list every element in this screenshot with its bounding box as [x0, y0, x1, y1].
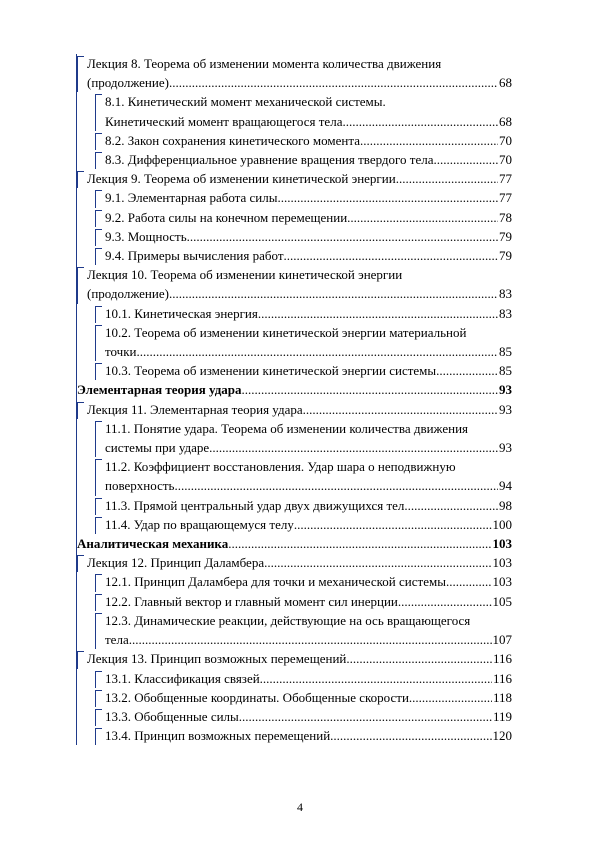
- toc-page-number: 100: [492, 516, 512, 532]
- toc-subsection[interactable]: [77, 669, 512, 688]
- toc-leader-dots: [277, 188, 498, 207]
- toc-subsection[interactable]: [77, 304, 512, 323]
- toc-entry-text: 11.2. Коэффициент восстановления. Удар шара о неподвижную: [105, 459, 456, 475]
- toc-subsection[interactable]: [77, 496, 512, 515]
- toc-subsection[interactable]: [77, 515, 512, 534]
- toc-entry-text: 10.2. Теорема об изменении кинетической энергии материальной: [105, 324, 467, 340]
- toc-page-number: 77: [499, 171, 512, 187]
- toc-page-number: 116: [492, 670, 512, 686]
- toc-lecture[interactable]: [77, 54, 512, 92]
- toc-entry-text: 10.1. Кинетическая энергия: [105, 305, 258, 321]
- toc-page-number: 83: [499, 286, 512, 302]
- toc-leader-dots: [294, 515, 492, 534]
- toc-bracket: [95, 306, 102, 323]
- toc-lecture[interactable]: [77, 169, 512, 188]
- toc-bracket: [77, 56, 84, 92]
- toc-entry-text: поверхность: [105, 478, 175, 494]
- toc-page-number: 70: [499, 152, 512, 168]
- toc-leader-dots: [169, 73, 498, 92]
- toc-entry-text: 11.3. Прямой центральный удар двух движущихся тел: [105, 497, 405, 513]
- toc-entry-text: Лекция 13. Принцип возможных перемещений: [87, 651, 347, 667]
- toc-subsection[interactable]: [77, 323, 512, 361]
- toc-entry-text: Лекция 9. Теорема об изменении кинетической энергии: [87, 171, 396, 187]
- toc-bracket: [77, 651, 84, 668]
- toc-leader-dots: [398, 592, 492, 611]
- toc-leader-dots: [436, 361, 498, 380]
- toc-entry-text: Кинетический момент вращающегося тела: [105, 113, 343, 129]
- toc-bracket: [95, 421, 102, 457]
- toc-entry-text: (продолжение): [87, 286, 169, 302]
- page-number: 4: [297, 800, 303, 814]
- toc-leader-dots: [264, 553, 491, 572]
- toc-leader-dots: [129, 630, 492, 649]
- toc-leader-dots: [228, 534, 491, 553]
- toc-leader-dots: [347, 208, 498, 227]
- toc-leader-dots: [404, 496, 498, 515]
- toc-page-number: 103: [492, 574, 512, 590]
- toc-entry-text: Лекция 12. Принцип Даламбера: [87, 555, 265, 571]
- toc-subsection[interactable]: [77, 131, 512, 150]
- toc-page-number: 79: [499, 248, 512, 264]
- toc-bracket: [95, 594, 102, 611]
- toc-bracket: [77, 171, 84, 188]
- toc-entry-text: (продолжение): [87, 75, 169, 91]
- toc-entry-text: 12.1. Принцип Даламбера для точки и механической системы: [105, 574, 446, 590]
- toc-entry-text: 12.3. Динамические реакции, действующие на ось вращающегося: [105, 612, 471, 628]
- toc-lecture[interactable]: [77, 649, 512, 668]
- toc-entry-text: 8.1. Кинетический момент механической системы.: [105, 94, 386, 110]
- toc-section[interactable]: [77, 534, 512, 553]
- toc-subsection[interactable]: [77, 611, 512, 649]
- toc-page-number: 93: [499, 440, 512, 456]
- toc-entry-text: Элементарная теория удара: [77, 382, 242, 398]
- toc-entry-text: 9.2. Работа силы на конечном перемещении: [105, 209, 348, 225]
- toc-lecture[interactable]: [77, 400, 512, 419]
- toc-entry-text: Лекция 10. Теорема об изменении кинетической энергии: [87, 267, 403, 283]
- toc-subsection[interactable]: [77, 707, 512, 726]
- toc-entry-text: 11.1. Понятие удара. Теорема об изменении количества движения: [105, 420, 469, 436]
- toc-bracket: [95, 613, 102, 649]
- toc-entry-text: точки: [105, 344, 137, 360]
- toc-page-number: 79: [499, 228, 512, 244]
- toc-bracket: [77, 555, 84, 572]
- toc-subsection[interactable]: [77, 726, 512, 745]
- toc-entry-text: 8.2. Закон сохранения кинетического момента: [105, 132, 360, 148]
- toc-bracket: [95, 190, 102, 207]
- toc-entry-text: Лекция 11. Элементарная теория удара: [87, 401, 303, 417]
- toc-entry-text: Лекция 8. Теорема об изменении момента количества движения: [87, 56, 442, 71]
- toc-page-number: 68: [499, 75, 512, 91]
- toc-page-number: 116: [492, 651, 512, 667]
- toc-leader-dots: [446, 572, 492, 591]
- toc-leader-dots: [258, 304, 498, 323]
- toc-subsection[interactable]: [77, 150, 512, 169]
- toc-page-number: 78: [499, 209, 512, 225]
- toc-page-number: 77: [499, 190, 512, 206]
- toc-leader-dots: [434, 150, 498, 169]
- toc-subsection[interactable]: [77, 92, 512, 130]
- toc-page-number: 85: [499, 363, 512, 379]
- toc-entry-text: 13.3. Обобщенные силы: [105, 708, 239, 724]
- toc-page-number: 70: [499, 132, 512, 148]
- toc-bracket: [95, 709, 102, 726]
- toc-subsection[interactable]: [77, 227, 512, 246]
- toc-bracket: [95, 248, 102, 265]
- table-of-contents: [76, 54, 512, 745]
- toc-bracket: [95, 498, 102, 515]
- toc-page-number: 94: [499, 478, 512, 494]
- toc-subsection[interactable]: [77, 246, 512, 265]
- toc-page-number: 103: [492, 555, 512, 571]
- toc-leader-dots: [396, 169, 498, 188]
- toc-section[interactable]: [77, 380, 512, 399]
- toc-entry-text: 9.4. Примеры вычисления работ: [105, 248, 284, 264]
- toc-bracket: [95, 517, 102, 534]
- toc-entry-text: 13.4. Принцип возможных перемещений: [105, 728, 331, 744]
- toc-lecture[interactable]: [77, 553, 512, 572]
- toc-subsection[interactable]: [77, 457, 512, 495]
- toc-entry-text: 13.1. Классификация связей: [105, 670, 260, 686]
- toc-entry-text: Аналитическая механика: [77, 536, 229, 552]
- toc-leader-dots: [330, 726, 491, 745]
- toc-leader-dots: [342, 112, 498, 131]
- toc-page-number: 105: [492, 593, 512, 609]
- toc-subsection[interactable]: [77, 361, 512, 380]
- toc-leader-dots: [242, 380, 498, 399]
- toc-leader-dots: [409, 688, 492, 707]
- toc-lecture[interactable]: [77, 265, 512, 303]
- toc-entry-text: 9.3. Мощность: [105, 228, 187, 244]
- toc-page-number: 120: [492, 728, 512, 744]
- toc-page-number: 119: [492, 708, 512, 724]
- toc-bracket: [95, 574, 102, 591]
- toc-entry-text: 11.4. Удар по вращающемуся телу: [105, 516, 294, 532]
- toc-page-number: 103: [492, 536, 512, 552]
- toc-bracket: [95, 671, 102, 688]
- toc-leader-dots: [346, 649, 492, 668]
- toc-page-number: 93: [499, 382, 512, 398]
- toc-entry-text: системы при ударе: [105, 440, 210, 456]
- toc-entry-text: 12.2. Главный вектор и главный момент сил инерции: [105, 593, 398, 609]
- toc-leader-dots: [174, 476, 498, 495]
- toc-leader-dots: [239, 707, 492, 726]
- toc-bracket: [95, 690, 102, 707]
- toc-bracket: [95, 459, 102, 495]
- toc-page-number: 98: [499, 497, 512, 513]
- toc-page-number: 93: [499, 401, 512, 417]
- toc-entry-text: тела: [105, 632, 129, 648]
- toc-entry-text: 9.1. Элементарная работа силы: [105, 190, 278, 206]
- toc-leader-dots: [360, 131, 498, 150]
- toc-page-number: 107: [492, 632, 512, 648]
- toc-bracket: [77, 267, 84, 303]
- toc-bracket: [95, 728, 102, 745]
- toc-bracket: [95, 152, 102, 169]
- toc-subsection[interactable]: [77, 592, 512, 611]
- toc-page-number: 68: [499, 113, 512, 129]
- toc-subsection[interactable]: [77, 208, 512, 227]
- toc-bracket: [95, 133, 102, 150]
- toc-leader-dots: [187, 227, 498, 246]
- toc-subsection[interactable]: [77, 572, 512, 591]
- toc-entry-text: 8.3. Дифференциальное уравнение вращения твердого тела: [105, 152, 434, 168]
- toc-bracket: [77, 402, 84, 419]
- toc-bracket: [95, 363, 102, 380]
- toc-leader-dots: [303, 400, 498, 419]
- toc-page-number: 83: [499, 305, 512, 321]
- toc-bracket: [95, 229, 102, 246]
- toc-page-number: 85: [499, 344, 512, 360]
- toc-leader-dots: [260, 669, 492, 688]
- toc-subsection[interactable]: [77, 688, 512, 707]
- toc-leader-dots: [284, 246, 498, 265]
- toc-leader-dots: [209, 438, 498, 457]
- toc-page-number: 118: [492, 689, 512, 705]
- toc-leader-dots: [169, 284, 498, 303]
- toc-bracket: [95, 210, 102, 227]
- toc-subsection[interactable]: [77, 188, 512, 207]
- toc-entry-text: 10.3. Теорема об изменении кинетической энергии системы: [105, 363, 437, 379]
- toc-subsection[interactable]: [77, 419, 512, 457]
- toc-bracket: [95, 325, 102, 361]
- toc-entry-text: 13.2. Обобщенные координаты. Обобщенные скорости: [105, 689, 409, 705]
- toc-leader-dots: [136, 342, 498, 361]
- toc-bracket: [95, 94, 102, 130]
